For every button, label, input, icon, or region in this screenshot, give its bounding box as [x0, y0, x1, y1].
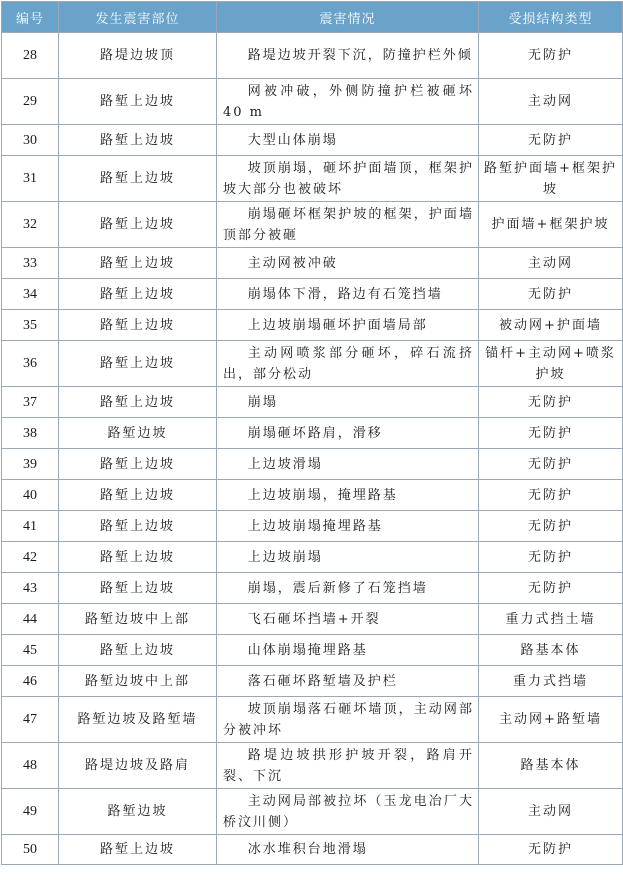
row-location: 路堑上边坡	[59, 511, 217, 542]
row-damage: 大型山体崩塌	[217, 125, 479, 156]
row-number: 32	[2, 202, 59, 248]
row-damage: 飞石砸坏挡墙+开裂	[217, 604, 479, 635]
table-row	[2, 279, 623, 310]
row-location: 路堑上边坡	[59, 79, 217, 125]
row-structure-type: 护面墙+框架护坡	[479, 202, 623, 248]
table-row	[2, 202, 623, 248]
row-damage: 上边坡崩塌砸坏护面墙局部	[217, 310, 479, 341]
row-location: 路堑边坡	[59, 789, 217, 835]
row-structure-type: 无防护	[479, 387, 623, 418]
row-damage: 主动网局部被拉坏（玉龙电冶厂大桥汶川侧）	[217, 789, 479, 835]
row-location: 路堑边坡及路堑墙	[59, 697, 217, 743]
table-row	[2, 604, 623, 635]
table-row	[2, 789, 623, 835]
table-row	[2, 341, 623, 387]
table-row	[2, 248, 623, 279]
row-damage: 坡顶崩塌，砸坏护面墙顶，框架护坡大部分也被破坏	[217, 156, 479, 202]
row-damage: 上边坡崩塌掩埋路基	[217, 511, 479, 542]
row-location: 路堤边坡顶	[59, 33, 217, 79]
row-damage: 崩塌，震后新修了石笼挡墙	[217, 573, 479, 604]
row-damage: 上边坡崩塌，掩埋路基	[217, 480, 479, 511]
row-number: 50	[2, 835, 59, 865]
row-structure-type: 无防护	[479, 511, 623, 542]
row-structure-type: 主动网	[479, 248, 623, 279]
row-location: 路堑上边坡	[59, 341, 217, 387]
row-location: 路堑上边坡	[59, 202, 217, 248]
row-number: 43	[2, 573, 59, 604]
row-location: 路堑上边坡	[59, 156, 217, 202]
table-row	[2, 542, 623, 573]
row-number: 29	[2, 79, 59, 125]
row-damage: 上边坡崩塌	[217, 542, 479, 573]
row-location: 路堑边坡中上部	[59, 666, 217, 697]
row-number: 47	[2, 697, 59, 743]
row-number: 44	[2, 604, 59, 635]
row-number: 30	[2, 125, 59, 156]
row-number: 40	[2, 480, 59, 511]
row-structure-type: 无防护	[479, 542, 623, 573]
header-number: 编号	[2, 2, 59, 33]
row-damage: 落石砸坏路堑墙及护栏	[217, 666, 479, 697]
row-structure-type: 无防护	[479, 125, 623, 156]
header-structure-type: 受损结构类型	[479, 2, 623, 33]
header-location: 发生震害部位	[59, 2, 217, 33]
row-structure-type: 被动网+护面墙	[479, 310, 623, 341]
row-location: 路堑上边坡	[59, 480, 217, 511]
row-structure-type: 无防护	[479, 573, 623, 604]
table-row	[2, 79, 623, 125]
row-damage: 路堤边坡开裂下沉，防撞护栏外倾	[217, 33, 479, 79]
row-location: 路堑边坡中上部	[59, 604, 217, 635]
row-damage: 上边坡滑塌	[217, 449, 479, 480]
row-damage: 坡顶崩塌落石砸坏墙顶，主动网部分被冲坏	[217, 697, 479, 743]
table-row	[2, 511, 623, 542]
row-structure-type: 路基本体	[479, 743, 623, 789]
row-structure-type: 主动网	[479, 789, 623, 835]
row-number: 33	[2, 248, 59, 279]
row-location: 路堑上边坡	[59, 279, 217, 310]
row-structure-type: 无防护	[479, 33, 623, 79]
row-location: 路堑上边坡	[59, 248, 217, 279]
row-structure-type: 路基本体	[479, 635, 623, 666]
row-structure-type: 锚杆+主动网+喷浆护坡	[479, 341, 623, 387]
row-structure-type: 主动网	[479, 79, 623, 125]
damage-table	[1, 1, 623, 865]
row-location: 路堑上边坡	[59, 635, 217, 666]
header-damage: 震害情况	[217, 2, 479, 33]
header-row	[2, 2, 623, 33]
table-row	[2, 666, 623, 697]
row-damage: 崩塌砸坏路肩，滑移	[217, 418, 479, 449]
row-damage: 主动网被冲破	[217, 248, 479, 279]
row-damage: 崩塌	[217, 387, 479, 418]
row-location: 路堑上边坡	[59, 573, 217, 604]
row-damage: 主动网喷浆部分砸坏，碎石流挤出，部分松动	[217, 341, 479, 387]
table-body	[2, 33, 623, 865]
row-location: 路堑上边坡	[59, 387, 217, 418]
table-row	[2, 156, 623, 202]
row-number: 28	[2, 33, 59, 79]
row-damage: 冰水堆积台地滑塌	[217, 835, 479, 865]
row-structure-type: 无防护	[479, 835, 623, 865]
table-row	[2, 125, 623, 156]
row-number: 31	[2, 156, 59, 202]
table-row	[2, 310, 623, 341]
table-row	[2, 449, 623, 480]
table-row	[2, 387, 623, 418]
row-location: 路堑边坡	[59, 418, 217, 449]
row-damage: 路堤边坡拱形护坡开裂，路肩开裂、下沉	[217, 743, 479, 789]
row-number: 45	[2, 635, 59, 666]
row-number: 48	[2, 743, 59, 789]
row-structure-type: 路堑护面墙+框架护坡	[479, 156, 623, 202]
row-number: 46	[2, 666, 59, 697]
table-row	[2, 743, 623, 789]
row-location: 路堑上边坡	[59, 835, 217, 865]
row-number: 35	[2, 310, 59, 341]
row-number: 42	[2, 542, 59, 573]
row-structure-type: 无防护	[479, 418, 623, 449]
row-location: 路堑上边坡	[59, 310, 217, 341]
row-structure-type: 无防护	[479, 449, 623, 480]
row-damage: 网被冲破，外侧防撞护栏被砸坏40 m	[217, 79, 479, 125]
row-damage: 山体崩塌掩埋路基	[217, 635, 479, 666]
row-number: 34	[2, 279, 59, 310]
row-number: 49	[2, 789, 59, 835]
table-row	[2, 418, 623, 449]
row-structure-type: 无防护	[479, 279, 623, 310]
table-row	[2, 697, 623, 743]
row-number: 37	[2, 387, 59, 418]
table-row	[2, 635, 623, 666]
table-row	[2, 573, 623, 604]
row-damage: 崩塌体下滑，路边有石笼挡墙	[217, 279, 479, 310]
row-number: 36	[2, 341, 59, 387]
row-structure-type: 重力式挡土墙	[479, 604, 623, 635]
table-row	[2, 480, 623, 511]
row-structure-type: 重力式挡墙	[479, 666, 623, 697]
row-damage: 崩塌砸坏框架护坡的框架，护面墙顶部分被砸	[217, 202, 479, 248]
row-location: 路堑上边坡	[59, 449, 217, 480]
row-location: 路堑上边坡	[59, 542, 217, 573]
table-row	[2, 835, 623, 865]
row-location: 路堑上边坡	[59, 125, 217, 156]
row-structure-type: 主动网+路堑墙	[479, 697, 623, 743]
row-structure-type: 无防护	[479, 480, 623, 511]
table-row	[2, 33, 623, 79]
row-number: 39	[2, 449, 59, 480]
row-number: 41	[2, 511, 59, 542]
row-location: 路堤边坡及路肩	[59, 743, 217, 789]
row-number: 38	[2, 418, 59, 449]
